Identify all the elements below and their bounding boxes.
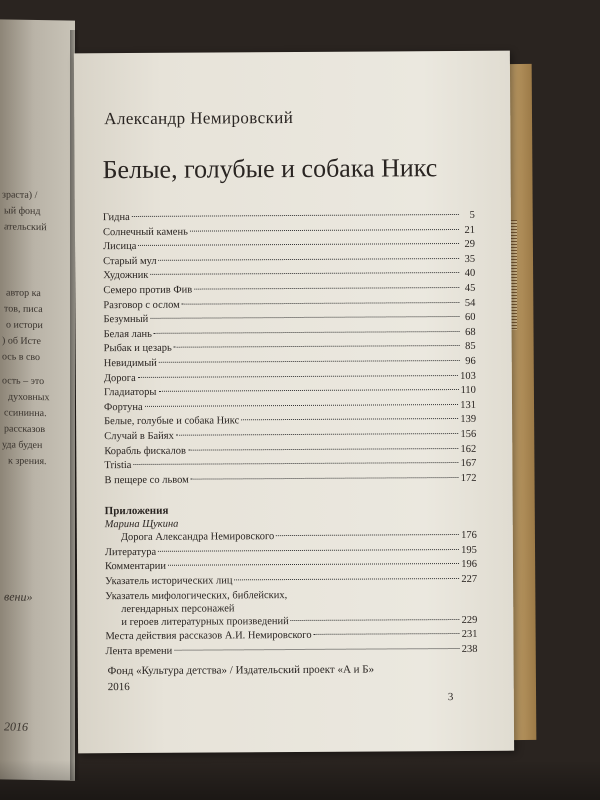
left-page-fragment: духовных [8, 391, 50, 404]
toc-label: Художник [103, 270, 149, 282]
book-author: Александр Немировский [104, 107, 294, 129]
toc-page: 139 [460, 414, 477, 426]
toc-label: легендарных персонажей [121, 603, 235, 615]
toc-label: Литература [104, 546, 157, 559]
toc-page: 21 [464, 224, 475, 236]
page-number: 3 [447, 691, 454, 704]
toc-main-list [103, 209, 477, 489]
left-page-fragment: вени» [4, 589, 33, 604]
toc-page: 167 [460, 457, 477, 470]
left-page [0, 19, 75, 780]
toc-tail-list [105, 628, 477, 659]
toc-label: Места действия рассказов А.И. Немировского [105, 630, 312, 643]
toc-page: 131 [460, 399, 477, 411]
toc-page: 68 [465, 326, 476, 338]
toc-leader [234, 578, 459, 580]
toc-page: 227 [461, 573, 478, 586]
toc-label: Гидна [102, 211, 130, 224]
toc-label: Старый мул [103, 255, 157, 267]
toc-label: Белая лань [103, 328, 152, 340]
toc-label: Указатель мифологических, библейских, [105, 589, 288, 602]
toc-label: В пещере со львом [104, 474, 189, 486]
toc-page: 40 [464, 268, 476, 280]
toc-leader [159, 258, 460, 261]
toc-leader [190, 229, 459, 232]
toc-label: Указатель исторических лиц [105, 575, 233, 588]
toc-leader [150, 272, 459, 275]
toc-label: Корабль фискалов [104, 445, 186, 457]
toc-page: 60 [464, 312, 476, 324]
toc-label: Комментарии [104, 561, 167, 573]
toc-label: Гладиаторы [103, 386, 157, 399]
toc-page: 195 [461, 544, 477, 556]
toc-label: Разговор с ослом [103, 299, 180, 311]
toc-page: 103 [460, 370, 476, 382]
right-page [74, 51, 514, 754]
toc-appendix-list [105, 544, 477, 590]
left-page-fragment: ось в сво [2, 351, 41, 364]
left-page-fragment: о истори [6, 319, 43, 332]
toc-label: и героев литературных произведений [121, 615, 289, 628]
toc-label: Рыбак и цезарь [103, 343, 172, 355]
toc-label: Невидимый [103, 357, 157, 370]
toc-page: 238 [461, 643, 478, 655]
table-of-contents [103, 209, 478, 660]
toc-leader [168, 563, 459, 566]
toc-page: 54 [464, 297, 476, 309]
toc-label: Безумный [103, 314, 149, 326]
left-page-year: 2016 [4, 719, 28, 734]
toc-leader [182, 302, 460, 305]
left-page-fragment: к зрения. [8, 455, 47, 468]
publisher-line: Фонд «Культура детства» / Издательский проект «А и Б» [107, 663, 375, 678]
toc-page: 162 [460, 443, 477, 455]
book-title: Белые, голубые и собака Никс [102, 153, 438, 185]
toc-label: Лента времени [105, 645, 173, 657]
bottom-shadow [0, 760, 600, 800]
appendices-heading: Приложения [104, 505, 169, 518]
toc-page: 35 [464, 253, 476, 265]
toc-page: 96 [465, 355, 476, 367]
toc-leader [158, 549, 459, 552]
toc-page: 229 [461, 614, 478, 626]
toc-leader [154, 331, 460, 334]
left-page-fragment: рассказов [4, 423, 46, 436]
left-page-fragment: ый фонд [4, 205, 41, 218]
toc-label: Случай в Байях [104, 430, 174, 443]
toc-leader [276, 534, 459, 536]
left-page-fragment: ссининна. [4, 407, 47, 420]
toc-leader [133, 462, 458, 465]
toc-page: 172 [460, 472, 477, 484]
toc-leader [314, 633, 460, 635]
toc-leader [159, 360, 460, 363]
toc-page: 196 [461, 559, 478, 571]
toc-leader [145, 404, 459, 407]
toc-row [104, 472, 476, 489]
toc-page: 45 [464, 282, 476, 294]
publication-year: 2016 [107, 681, 130, 694]
toc-page: 156 [460, 428, 477, 440]
toc-leader [150, 316, 459, 319]
toc-leader [241, 418, 458, 420]
left-page-fragment: ) об Исте [2, 335, 41, 348]
toc-label: Фортуна [103, 401, 143, 413]
toc-leader [138, 375, 458, 378]
toc-leader [194, 287, 459, 290]
toc-page: 110 [460, 385, 476, 397]
toc-label: Tristia [104, 460, 132, 472]
appendix-author-name: Марина Щукина [104, 518, 179, 531]
toc-page: 176 [461, 530, 477, 542]
toc-label: Лисица [103, 241, 137, 253]
toc-label: Солнечный камень [102, 226, 188, 238]
toc-leader [174, 345, 460, 348]
toc-page: 85 [465, 341, 476, 353]
left-page-fragment: автор ка [6, 287, 41, 300]
toc-page: 231 [461, 629, 478, 641]
toc-leader [174, 648, 460, 651]
toc-leader [291, 619, 460, 621]
left-page-fragment: ательский [4, 221, 47, 234]
left-page-fragment: тов, писа [4, 303, 43, 316]
toc-leader [158, 389, 458, 392]
toc-label: Семеро против Фив [103, 284, 193, 297]
toc-label: Дорога Александра Немировского [120, 531, 275, 544]
toc-page: 5 [469, 209, 475, 221]
toc-row [105, 643, 477, 660]
left-page-fragment: уда буден [2, 439, 43, 452]
left-page-fragment: ость – это [2, 375, 45, 388]
toc-label: Дорога [103, 372, 136, 384]
toc-page: 29 [464, 239, 476, 251]
toc-leader [191, 477, 459, 480]
toc-leader [132, 214, 459, 217]
toc-leader [138, 243, 459, 246]
toc-label: Белые, голубые и собака Никс [104, 415, 240, 428]
left-page-fragment: зраста) / [2, 189, 38, 201]
toc-leader [176, 433, 459, 436]
toc-leader [188, 447, 459, 450]
